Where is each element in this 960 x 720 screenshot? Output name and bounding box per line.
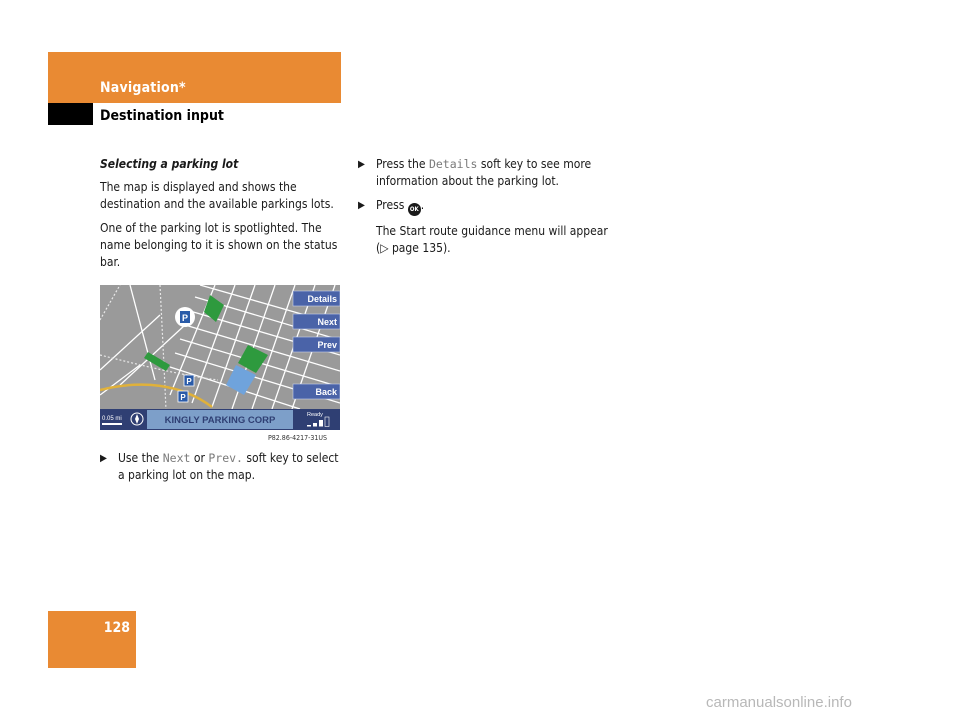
result-note: The Start route guidance menu will appear (▷ page 135).: [376, 224, 608, 255]
svg-text:P: P: [186, 377, 192, 386]
scale-bar: [102, 423, 122, 425]
svg-text:P: P: [181, 313, 189, 323]
page-number: 128: [103, 620, 130, 636]
paragraph: The map is displayed and shows the destination and the available parkings lots.: [100, 180, 334, 211]
map-screen: [100, 285, 340, 430]
right-column: [358, 156, 608, 264]
instruction-bullet: ▶ Press OK .: [358, 197, 608, 216]
instruction-bullet: ▶ Use the Next or Prev. soft key to select a parking lot on the map.: [100, 451, 339, 482]
svg-text:P: P: [180, 393, 186, 402]
parking-marker-icon: [178, 391, 188, 402]
svg-text:Details: Details: [307, 294, 337, 304]
softkey-label-prev: Prev.: [208, 451, 243, 465]
header-orange-bar: [48, 52, 341, 103]
parking-marker-icon: [184, 375, 194, 386]
left-column: [100, 156, 346, 278]
destination-parking-icon: [175, 307, 195, 327]
instruction-bullet: ▶ Press the Details soft key to see more information about the parking lot.: [358, 157, 592, 188]
triangle-right-icon: ▶: [100, 453, 107, 464]
svg-text:Prev: Prev: [317, 340, 337, 350]
softkey-label-details: Details: [428, 157, 478, 171]
status-bar: [100, 409, 340, 430]
header-black-tab: [48, 103, 93, 125]
softkey-next[interactable]: [293, 314, 340, 329]
ok-button-icon: OK: [408, 203, 421, 216]
svg-text:Back: Back: [315, 387, 337, 397]
watermark: carmanualsonline.info: [706, 694, 852, 711]
navigation-map-figure: [100, 285, 340, 430]
svg-text:Next: Next: [317, 317, 337, 327]
figure-code: P82.86-4217-31US: [268, 434, 328, 442]
scale-label: 0.05 mi: [102, 416, 122, 422]
paragraph: One of the parking lot is spotlighted. The name belonging to it is shown on the status bar.: [100, 221, 338, 269]
section-heading: Selecting a parking lot: [100, 157, 239, 171]
softkey-label-next: Next: [162, 451, 191, 465]
softkey-prev[interactable]: [293, 337, 340, 352]
section-subtitle: Destination input: [100, 108, 224, 124]
softkey-back[interactable]: [293, 384, 340, 399]
triangle-right-icon: ▶: [358, 200, 365, 211]
status-ready: Ready: [307, 412, 323, 418]
chapter-title: Navigation*: [100, 80, 186, 96]
status-parking-name: KINGLY PARKING CORP: [164, 415, 276, 426]
softkey-details[interactable]: [293, 291, 340, 306]
triangle-right-icon: ▶: [358, 159, 365, 170]
